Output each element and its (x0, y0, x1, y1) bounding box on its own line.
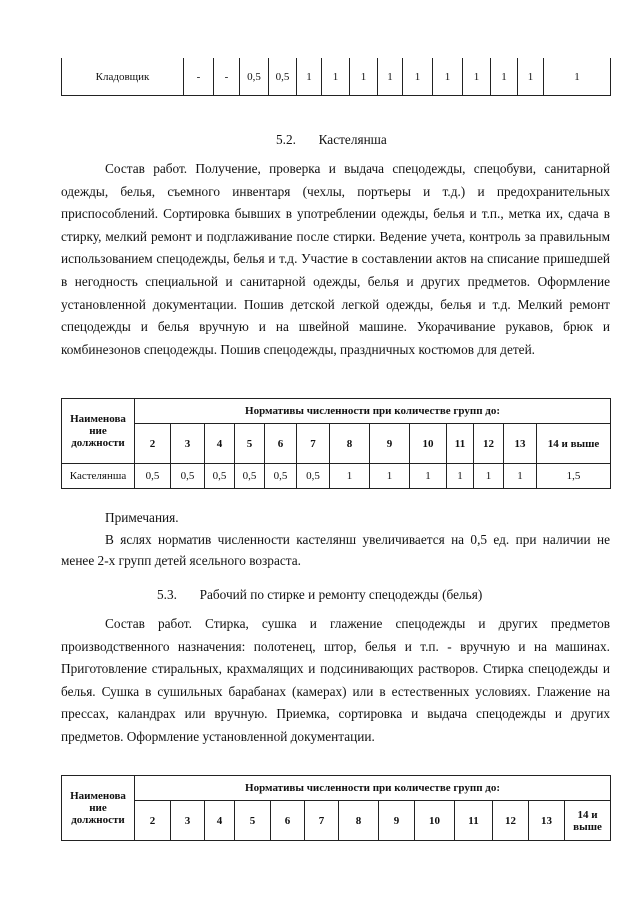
column-header: 8 (330, 424, 370, 464)
column-header: 4 (205, 801, 235, 841)
column-header: 7 (297, 424, 330, 464)
table-cell: 1 (491, 58, 518, 96)
table-cell: 1 (322, 58, 350, 96)
table-cell: 1 (474, 464, 504, 489)
table-cell: 0,5 (135, 464, 171, 489)
column-header: 10 (415, 801, 455, 841)
table-cell: 1 (504, 464, 537, 489)
column-header: 5 (235, 424, 265, 464)
column-header: 14 и выше (537, 424, 611, 464)
table-header-row (62, 424, 611, 464)
table-cell: 0,5 (269, 58, 297, 96)
table-cell: 1 (463, 58, 491, 96)
section-title: Рабочий по стирке и ремонту спецодежды (белья) (199, 587, 483, 602)
table-cell: 1 (350, 58, 378, 96)
section-heading (276, 132, 387, 148)
staff-norms-table (61, 775, 611, 841)
position-header: Наименова ние должности (62, 399, 135, 464)
column-header: 12 (493, 801, 529, 841)
section-paragraph: Состав работ. Стирка, сушка и глажение спецодежды и других предметов производственного назначения: полотенец, штор, белья и т.п. - вручную и на машинах. Приготовление стиральных, крахмалящих и подсинивающих растворов. Стирка спецодежды и белья. Сушка в сушильных барабанах (камерах) или в естественных условиях. Глажение на прессах, каландрах или вручную. Приемка, сортировка и выдача спецодежды и других предметов. Оформление установленной документации. (61, 616, 610, 744)
section-heading (157, 587, 482, 603)
staff-norms-table-top (61, 58, 611, 96)
table-cell: 0,5 (205, 464, 235, 489)
column-header: 2 (135, 801, 171, 841)
column-header: 10 (410, 424, 447, 464)
table-cell: 1 (447, 464, 474, 489)
row-label: Кладовщик (62, 58, 184, 96)
table-cell: - (214, 58, 240, 96)
column-header: 8 (339, 801, 379, 841)
column-header: 6 (271, 801, 305, 841)
table-header-row (62, 801, 611, 841)
table-cell: 0,5 (297, 464, 330, 489)
table-header-row (62, 776, 611, 801)
table-cell: 0,5 (265, 464, 297, 489)
column-header: 2 (135, 424, 171, 464)
table-cell: 1,5 (537, 464, 611, 489)
column-header: 3 (171, 424, 205, 464)
section-paragraph: Состав работ. Получение, проверка и выдача спецодежды, спецобуви, санитарной одежды, белья, съемного инвентаря (чехлы, портьеры и т.д.) и предохранительных приспособлений. Сортировка бывших в употреблении одежды, белья и т.п., метка их, сдача в стирку, мелкий ремонт и подглаживание после стирки. Ведение учета, контроль за правильным использованием спецодежды, белья и т.д. Участие в составлении актов на списание пришедшей в негодность специальной и санитарной одежды, белья и других предметов. Оформление установленной документации. Пошив детской легкой одежды, белья и т.д. Мелкий ремонт спецодежды и белья вручную и на швейной машине. Укорачивание рукавов, брюк и комбинезонов спецодежды. Пошив спецодежды, праздничных костюмов для детей. (61, 161, 610, 357)
table-cell: 1 (518, 58, 544, 96)
table-row (62, 464, 611, 489)
table-cell: 1 (378, 58, 403, 96)
notes-text: В яслях норматив численности кастелянш увеличивается на 0,5 ед. при наличии не менее 2-х групп детей ясельного возраста. (61, 532, 610, 568)
table-cell: 1 (297, 58, 322, 96)
section-number: 5.3. (157, 587, 177, 602)
column-header: 14 и выше (565, 801, 611, 841)
table-cell: 0,5 (235, 464, 265, 489)
section-number: 5.2. (276, 132, 296, 147)
table-cell: 1 (403, 58, 433, 96)
table-cell: 1 (410, 464, 447, 489)
notes-title: Примечания. (105, 510, 179, 525)
section-title: Кастелянша (318, 132, 387, 147)
column-header: 6 (265, 424, 297, 464)
norms-header: Нормативы численности при количестве групп до: (135, 399, 611, 424)
table-header-row (62, 399, 611, 424)
column-header: 11 (455, 801, 493, 841)
column-header: 12 (474, 424, 504, 464)
row-label: Кастелянша (62, 464, 135, 489)
table-row (62, 58, 611, 96)
table-cell: 1 (433, 58, 463, 96)
table-cell: 0,5 (171, 464, 205, 489)
column-header: 9 (370, 424, 410, 464)
column-header: 13 (504, 424, 537, 464)
staff-norms-table (61, 398, 611, 489)
column-header: 3 (171, 801, 205, 841)
column-header: 7 (305, 801, 339, 841)
table-cell: - (184, 58, 214, 96)
column-header: 9 (379, 801, 415, 841)
column-header: 5 (235, 801, 271, 841)
position-header: Наименова ние должности (62, 776, 135, 841)
table-cell: 1 (370, 464, 410, 489)
column-header: 4 (205, 424, 235, 464)
table-cell: 0,5 (240, 58, 269, 96)
norms-header: Нормативы численности при количестве групп до: (135, 776, 611, 801)
column-header: 13 (529, 801, 565, 841)
table-cell: 1 (330, 464, 370, 489)
table-cell: 1 (544, 58, 611, 96)
column-header: 11 (447, 424, 474, 464)
